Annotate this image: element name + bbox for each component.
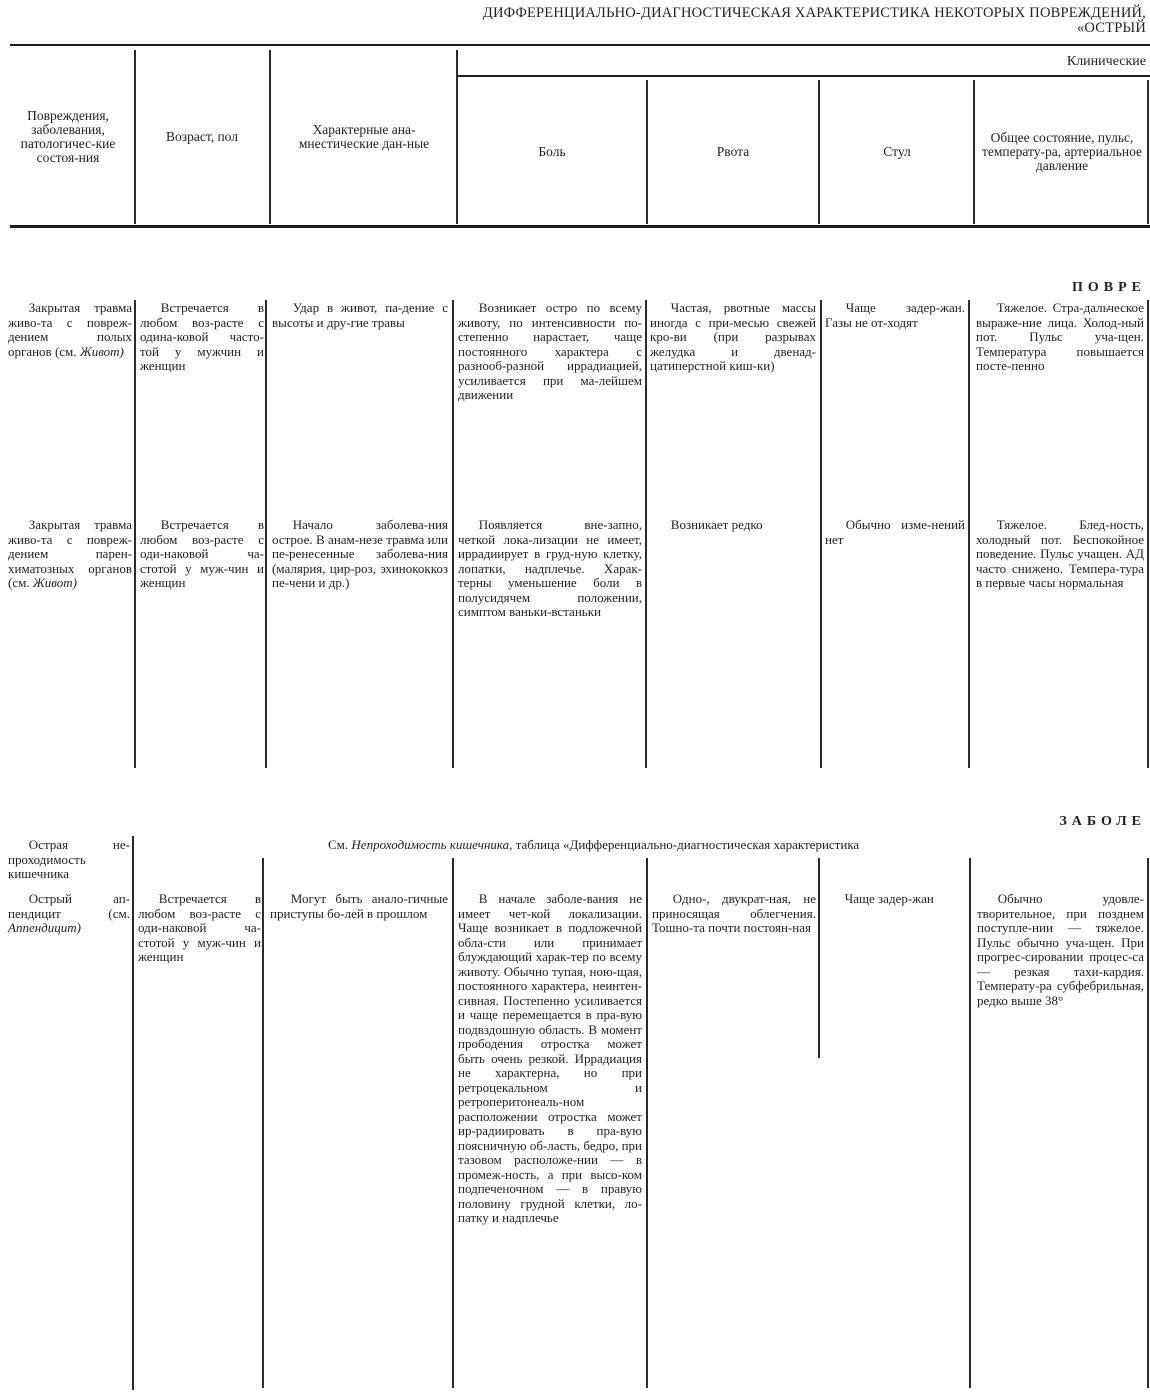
row-divider [265, 300, 267, 768]
row-divider [1147, 858, 1149, 1388]
header-condition-label: Повреждения, заболевания, патологичес-кие состоя-ния [20, 108, 116, 165]
header-stool [822, 80, 972, 224]
cell-vomiting: Одно-, двукрат-ная, не приносящая облегчения. Тошно-та почти постоян-ная [652, 891, 816, 935]
reference-link: Непроходимость кишечника, [351, 837, 513, 852]
section-label-diseases: ЗАБОЛЕ [1059, 814, 1146, 829]
row-divider [820, 300, 822, 768]
cell-general: Тяжелое. Блед-ность, холодный пот. Беспокойное поведение. Пульс учащен. АД часто снижено. Темпера-тура в первые часы нормальная [976, 517, 1144, 590]
cell-general: Обычно удовле-творительное, при позднем поступле-нии — тяжелое. Пульс обычно уча-щен. При прогрес-сировании процес-са — резкая тахи-кардия. Температу-ра субфебрильная, редко выше 38° [977, 891, 1144, 1008]
cell-condition [8, 301, 132, 359]
cell-age-sex: Встречается в любом воз-расте с оди-наковой ча-стотой у муж-чин и женщин [138, 891, 261, 964]
condition-text: Закрытая травма живо-та с повреж-дением полых органов (см. [8, 300, 132, 359]
header-general-label: Общее состояние, пульс, температу-ра, артериальное давление [981, 130, 1143, 173]
header-divider [973, 80, 975, 224]
header-stool-label: Стул [883, 144, 911, 159]
cell-stool: Чаще задер-жан [844, 891, 934, 906]
header-group-clinical: Клинические [1066, 54, 1146, 69]
header-divider [269, 50, 271, 224]
header-divider [134, 50, 136, 224]
header-age-sex-label: Возраст, пол [166, 129, 238, 144]
see-label: См. [328, 837, 349, 852]
condition-reference: Аппендицит) [8, 920, 81, 935]
cell-pain: Возникает остро по всему животу, по интенсивности по-степенно нарастает, чаще постоянного характера с разнооб-разной иррадиацией, усиливается при ма-лейшем движении [458, 300, 642, 402]
header-divider [456, 50, 458, 224]
row-divider [968, 300, 970, 768]
row-divider [645, 300, 647, 768]
header-bottom-rule [10, 225, 1150, 228]
condition-reference: Живот) [32, 575, 77, 590]
header-anamnesis-label: Характерные ана-мнестические дан-ные [298, 122, 430, 151]
section-label-injuries: ПОВРЕ [1071, 280, 1146, 295]
reference-text: таблица «Дифференциально-диагностическая характеристика [515, 837, 860, 852]
cell-condition [8, 892, 130, 936]
row-divider [1147, 300, 1149, 768]
header-vomiting-label: Рвота [716, 144, 750, 159]
cell-condition [8, 518, 132, 591]
cell-stool: Чаще задер-жан. Газы не от-ходят [825, 300, 965, 330]
row-divider [134, 300, 136, 768]
cell-vomiting: Возникает редко [670, 517, 763, 532]
row-divider [452, 300, 454, 768]
title-line-2: «ОСТРЫЙ [1076, 20, 1146, 36]
cell-anamnesis: Могут быть анало-гичные приступы бо-лей в прошлом [270, 891, 448, 921]
row-divider [262, 858, 264, 1388]
header-pain [460, 80, 644, 224]
row-divider [818, 858, 820, 1058]
cell-anamnesis: Начало заболева-ния острое. В анам-незе травма или пе-ренесенные заболева-ния (малярия, цир-роз, эхинококкоз пе-чени и др.) [272, 517, 448, 590]
cell-vomiting: Частая, рвотные массы иногда с при-месью свежей кро-ви (при разрывах желудка и двенад-цатиперстной киш-ки) [650, 300, 816, 373]
header-anamnesis [276, 50, 452, 224]
header-condition [4, 50, 132, 224]
cell-spanning-reference [328, 838, 1148, 853]
header-pain-label: Боль [538, 144, 566, 159]
cell-pain: В начале заболе-вания не имеет чет-кой локализации. Чаще возникает в подложечной обла-сти или принимает блуждающий харак-тер по всему животу. Обычно тупая, ною-щая, постоянного характера, неинтен-сивная. Постепенно усиливается и чаще перемещается в пра-вую подвздошную область. В момент прободения отростка может быть очень резкой. Иррадиация не характерна, но при ретроцекальном и ретроперитонеаль-ном расположении отростка может ир-радиировать в пра-вую поясничную об-ласть, бедро, при тазовом расположе-нии — в промеж-ность, а при высо-ком подпеченочном — в правую половину грудной клетки, ло-патку и надплечье [458, 891, 642, 1225]
cell-condition: Острая не-проходимость кишечника [8, 837, 130, 881]
group-rule [458, 75, 1150, 77]
header-top-rule [10, 44, 1150, 46]
title-line-1: ДИФФЕРЕНЦИАЛЬНО-ДИАГНОСТИЧЕСКАЯ ХАРАКТЕРИСТИКА НЕКОТОРЫХ ПОВРЕЖДЕНИЙ, [482, 5, 1146, 21]
row-divider [132, 836, 134, 1390]
header-divider [646, 80, 648, 224]
condition-reference: Живот) [79, 343, 124, 359]
cell-anamnesis: Удар в живот, па-дение с высоты и дру-гие травы [272, 300, 448, 330]
cell-stool: Обычно изме-нений нет [825, 517, 965, 547]
cell-general: Тяжелое. Стра-дальческое выраже-ние лица. Холод-ный пот. Пульс уча-щен. Температура повышается посте-пенно [976, 300, 1144, 373]
header-divider [1147, 80, 1149, 224]
row-divider [452, 858, 454, 1388]
condition-text: Острый ап-пендицит (см. [8, 891, 130, 921]
header-vomiting [650, 80, 816, 224]
cell-age-sex: Встречается в любом воз-расте с одина-ковой часто-той у мужчин и женщин [140, 300, 264, 373]
header-general [980, 80, 1144, 224]
header-age-sex [138, 50, 266, 224]
page-title [483, 6, 1146, 36]
cell-age-sex: Встречается в любом воз-расте с оди-наковой ча-стотой у муж-чин и женщин [140, 517, 264, 590]
row-divider [646, 858, 648, 1388]
header-divider [818, 80, 820, 224]
condition-text: Закрытая травма живо-та с повреж-дением парен-химатозных органов (см. [8, 517, 132, 590]
row-divider [969, 858, 971, 1388]
cell-pain: Появляется вне-запно, четкой лока-лизации не имеет, иррадиирует в груд-ную клетку, лопатки, надплечье. Харак-терны уменьшение боли в полусидячем положении, симптом ваньки-встаньки [458, 517, 642, 619]
